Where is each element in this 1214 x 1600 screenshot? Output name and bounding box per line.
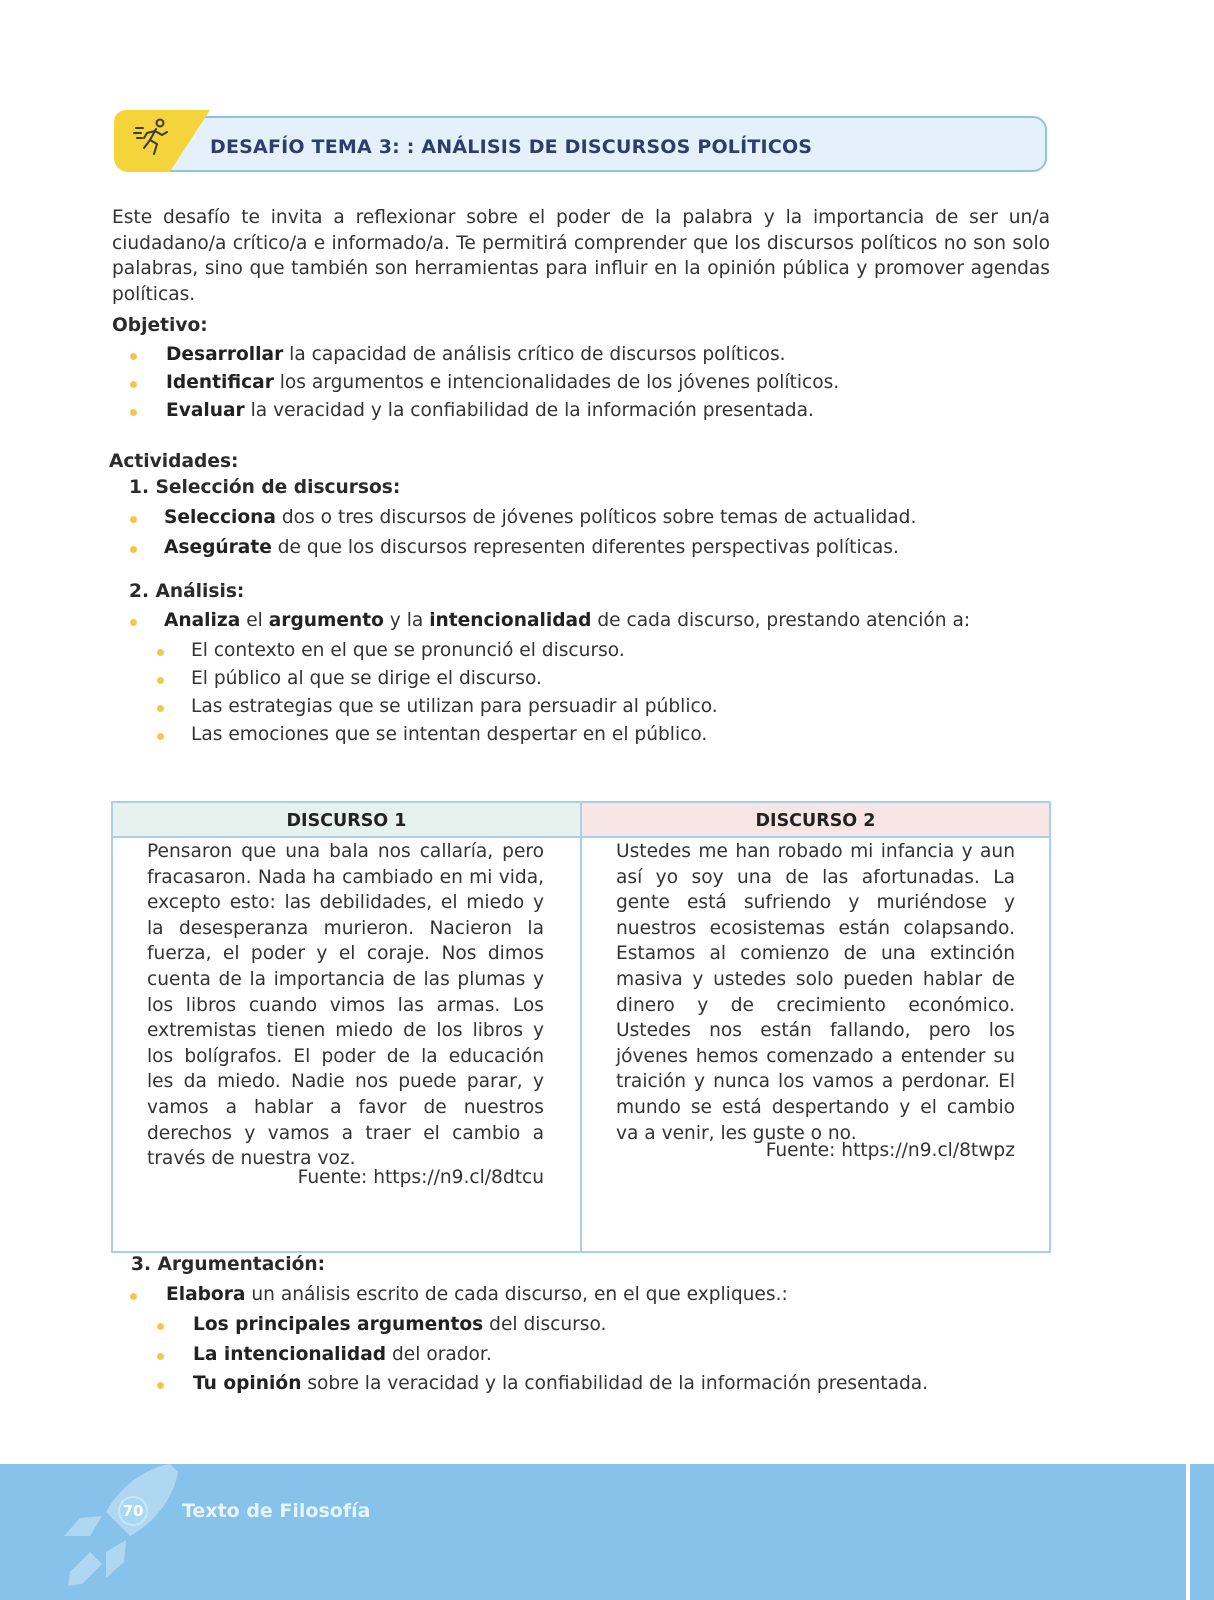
bullet-icon	[130, 619, 137, 626]
bullet-icon	[157, 705, 164, 712]
step3-sub-item: Los principales argumentos del discurso.	[193, 1314, 607, 1335]
bullet-icon	[130, 516, 137, 523]
step2-sub-item: El contexto en el que se pronunció el discurso.	[191, 640, 625, 661]
objetivo-item: Identificar los argumentos e intencionalidades de los jóvenes políticos.	[166, 372, 840, 393]
objetivo-item: Evaluar la veracidad y la confiabilidad de la información presentada.	[166, 400, 814, 421]
rocket-icon	[50, 1456, 190, 1600]
bullet-icon	[157, 1323, 164, 1330]
step3-sub-item: La intencionalidad del orador.	[193, 1344, 492, 1365]
footer-edge	[1190, 1464, 1214, 1600]
bullet-icon	[130, 409, 137, 416]
bullet-icon	[157, 649, 164, 656]
objetivo-item: Desarrollar la capacidad de análisis crítico de discursos políticos.	[166, 344, 786, 365]
bullet-icon	[130, 546, 137, 553]
step2-sub-item: Las emociones que se intentan despertar en el público.	[191, 724, 708, 745]
discurso2-text: Ustedes me han robado mi infancia y aun así yo soy una de las afortunadas. La gente está sufriendo y muriéndose y nuestros ecosistemas están colapsando. Estamos al comienzo de una extinción masiva y ustedes solo pueden hablar de dinero y de crecimiento económico. Ustedes nos están fallando, pero los jóvenes hemos comenzado a entender su traición y nunca los vamos a perdonar. El mundo se está despertando y el cambio va a venir, les guste o no.	[616, 841, 1015, 1144]
bullet-icon	[130, 1293, 137, 1300]
table-divider	[580, 801, 582, 1253]
page-title: DESAFÍO TEMA 3: : ANÁLISIS DE DISCURSOS POLÍTICOS	[210, 136, 813, 158]
discurso2-header: DISCURSO 2	[755, 811, 876, 831]
bullet-icon	[130, 353, 137, 360]
step3-sub-item: Tu opinión sobre la veracidad y la confiabilidad de la información presentada.	[193, 1373, 929, 1394]
discurso1-text: Pensaron que una bala nos callaría, pero fracasaron. Nada ha cambiado en mi vida, excepto esto: las debilidades, el miedo y la desesperanza murieron. Nacieron la fuerza, el poder y el coraje. Nos dimos cuenta de la importancia de las plumas y los libros cuando vimos las armas. Los extremistas tienen miedo de los libros y los bolígrafos. El poder de la educación les da miedo. Nadie nos puede parar, y vamos a hablar a favor de nuestros derechos y vamos a traer el cambio a través de nuestra voz.	[147, 841, 544, 1170]
bullet-icon	[130, 381, 137, 388]
step2-main: Analiza el argumento y la intencionalidad de cada discurso, prestando atención a:	[164, 610, 971, 631]
discurso2-source: Fuente: https://n9.cl/8twpz	[765, 1140, 1015, 1161]
bullet-icon	[157, 733, 164, 740]
step1-heading: 1. Selección de discursos:	[129, 477, 401, 498]
bullet-icon	[157, 677, 164, 684]
step2-sub-item: Las estrategias que se utilizan para persuadir al público.	[191, 696, 718, 717]
step2-sub-item: El público al que se dirige el discurso.	[191, 668, 542, 689]
step3-main: Elabora un análisis escrito de cada discurso, en el que expliques.:	[166, 1284, 788, 1305]
actividades-heading: Actividades:	[109, 451, 239, 472]
step1-item: Asegúrate de que los discursos representen diferentes perspectivas políticas.	[164, 537, 899, 558]
step2-heading: 2. Análisis:	[129, 581, 245, 602]
step1-item: Selecciona dos o tres discursos de jóvenes políticos sobre temas de actualidad.	[164, 507, 917, 528]
bullet-icon	[157, 1382, 164, 1389]
objetivo-heading: Objetivo:	[112, 315, 208, 336]
discurso1-header: DISCURSO 1	[286, 811, 407, 831]
page-number: 70	[122, 1502, 144, 1520]
intro-paragraph: Este desafío te invita a reflexionar sobre el poder de la palabra y la importancia de ser un/a ciudadano/a crítico/a e informado/a. Te permitirá comprender que los discursos políticos no son solo palabras, sino que también son herramientas para influir en la opinión pública y promover agendas políticas.	[112, 207, 1050, 305]
bullet-icon	[157, 1353, 164, 1360]
running-person-icon	[130, 114, 178, 162]
discurso1-source: Fuente: https://n9.cl/8dtcu	[297, 1167, 544, 1188]
step3-heading: 3. Argumentación:	[131, 1254, 326, 1275]
footer-title: Texto de Filosofía	[182, 1500, 371, 1522]
table-header-line	[111, 836, 1051, 838]
